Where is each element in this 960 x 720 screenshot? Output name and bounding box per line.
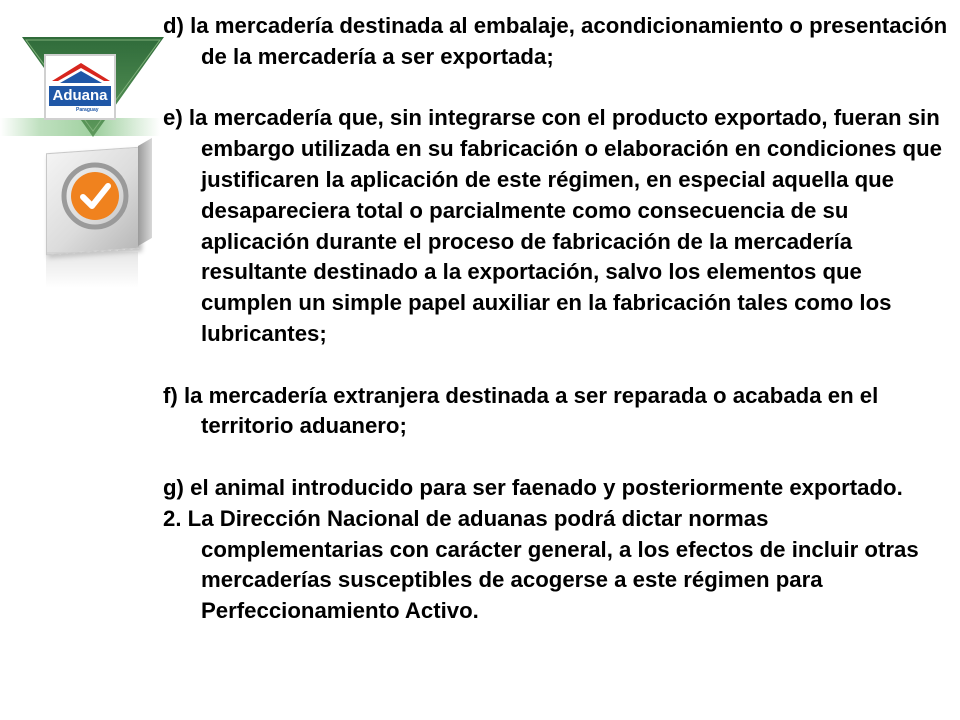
roof-icon: [50, 59, 112, 85]
document-body: [163, 11, 953, 627]
iso-box-reflection: [46, 252, 138, 288]
paragraph-d: d) la mercadería destinada al embalaje, acondicionamiento o presentación de la mercadería a ser exportada;: [163, 13, 948, 69]
aduana-brand-subtext: Paraguay: [76, 107, 99, 113]
paragraph-spacer: [163, 442, 953, 473]
paragraph-g: g) el animal introducido para ser faenado y posteriormente exportado.: [163, 474, 903, 500]
paragraph-spacer: [163, 73, 953, 104]
paragraph-e: e) la mercadería que, sin integrarse con el producto exportado, fueran sin embargo utilizada en su fabricación o elaboración en condiciones que justificaren la aplicación de este régimen, en especial aquella que desapareciera total o parcialmente como consecuencia de su aplicación durante el proceso de fabricación de la mercadería resultante destinado a la exportación, salvo los elementos que cumplen un simple papel auxiliar en la fabricación tales como los lubricantes;: [163, 105, 942, 346]
iso-certification-seal-icon: [60, 160, 130, 232]
paragraph-item-2: 2. La Dirección Nacional de aduanas podrá dictar normas complementarias con carácter general, a los efectos de incluir otras mercaderías susceptibles de acogerse a este régimen para Perfeccionamiento Activo.: [163, 505, 919, 624]
paragraph-spacer: [163, 350, 953, 381]
logo-area: [0, 0, 165, 300]
aduana-brand-text: Aduana: [49, 86, 111, 106]
iso-box-side: [138, 138, 152, 246]
aduana-logo: [44, 54, 116, 120]
paragraph-f: f) la mercadería extranjera destinada a ser reparada o acabada en el territorio aduanero;: [163, 382, 879, 439]
